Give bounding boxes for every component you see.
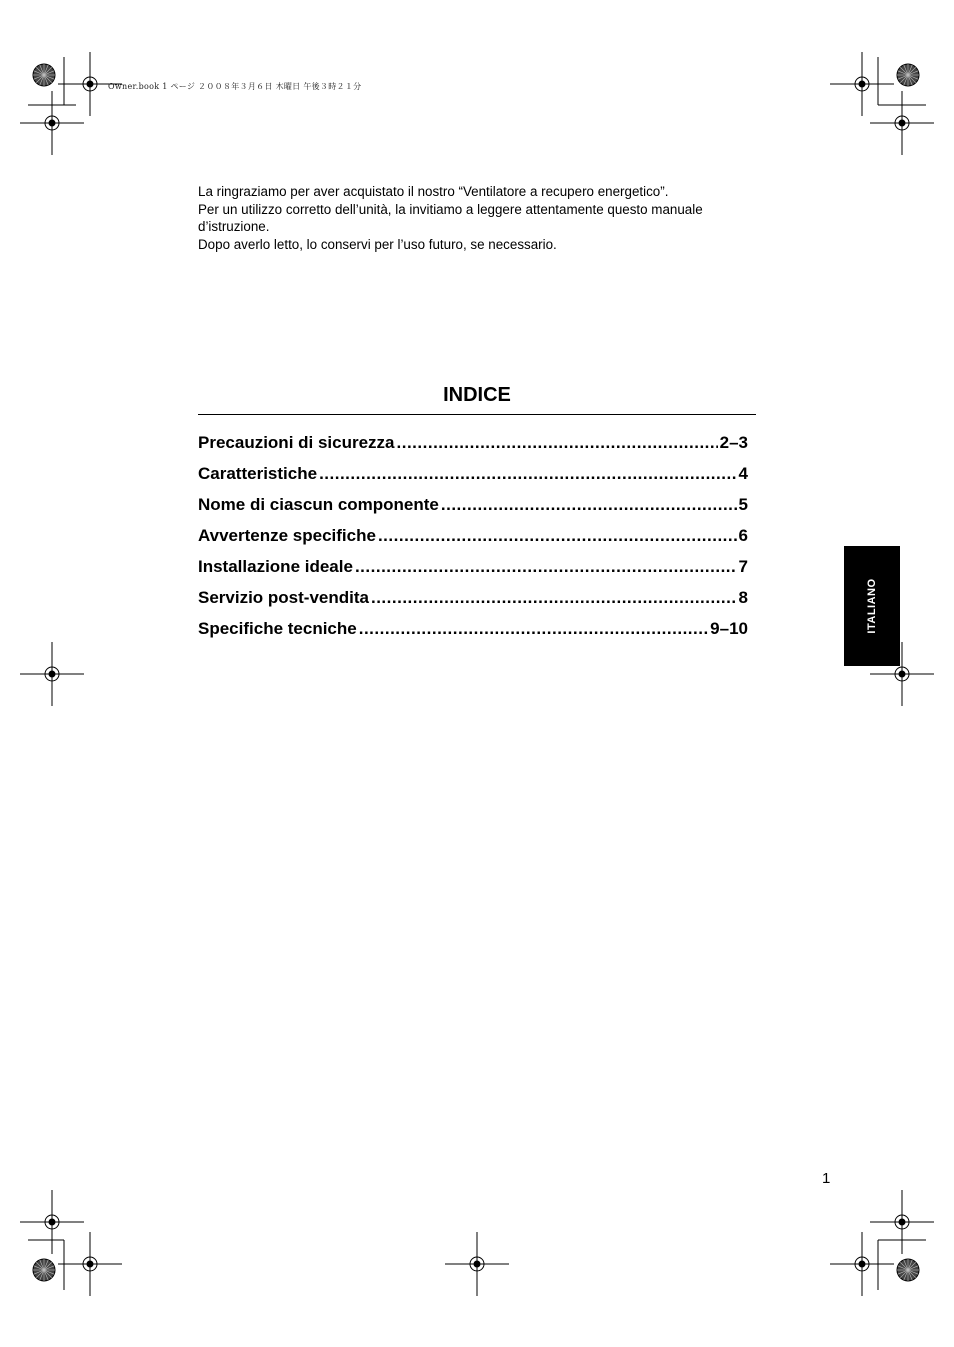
registration-target-dot <box>49 120 55 126</box>
language-label: ITALIANO <box>866 578 878 634</box>
language-side-tab <box>844 546 900 666</box>
registration-target-dot <box>87 81 93 87</box>
toc-title: INDICE <box>443 384 511 406</box>
registration-target-dot <box>49 671 55 677</box>
toc-divider <box>198 414 756 415</box>
toc-entry-label: Servizio post-vendita <box>198 588 369 607</box>
toc-entry-servizio[interactable] <box>198 588 748 619</box>
toc-leader-dots <box>397 433 718 453</box>
toc-entry-label: Installazione ideale <box>198 557 353 576</box>
toc-entry-page: 4 <box>738 464 748 483</box>
toc-entry-page: 6 <box>738 526 748 545</box>
table-of-contents <box>198 433 748 650</box>
toc-leader-dots <box>378 526 737 546</box>
intro-line-1: La ringraziamo per aver acquistato il nostro “Ventilatore a recupero energetico”. <box>198 184 669 199</box>
toc-entry-specifiche[interactable] <box>198 619 748 650</box>
intro-line-3: Dopo averlo letto, lo conservi per l’uso futuro, se necessario. <box>198 236 557 252</box>
toc-entry-label: Avvertenze specifiche <box>198 526 376 545</box>
registration-target-dot <box>87 1261 93 1267</box>
registration-target-dot <box>49 1219 55 1225</box>
toc-leader-dots <box>355 557 737 577</box>
toc-entry-label: Caratteristiche <box>198 464 318 483</box>
toc-entry-caratteristiche[interactable] <box>198 464 748 495</box>
toc-leader-dots <box>371 588 737 608</box>
toc-entry-label: Precauzioni di sicurezza <box>198 433 395 452</box>
toc-entry-page: 8 <box>738 588 748 607</box>
registration-target-dot <box>899 1219 905 1225</box>
file-meta-header: Owner.book 1 ページ ２００８年３月６日 木曜日 午後３時２１分 <box>108 82 362 91</box>
toc-entry-page: 2–3 <box>719 433 748 452</box>
toc-entry-label: Specifiche tecniche <box>198 619 357 638</box>
intro-line-2: Per un utilizzo corretto dell’unità, la invitiamo a leggere attentamente questo manuale d’istruzione. <box>198 201 703 235</box>
toc-entry-avvertenze[interactable] <box>198 526 748 557</box>
registration-target-dot <box>859 1261 865 1267</box>
toc-entry-page: 5 <box>738 495 748 514</box>
toc-entry-page: 7 <box>738 557 748 576</box>
toc-leader-dots <box>319 464 736 484</box>
toc-entry-installazione[interactable] <box>198 557 748 588</box>
intro-text <box>198 183 768 253</box>
toc-leader-dots <box>359 619 708 639</box>
registration-target-dot <box>899 120 905 126</box>
registration-target-dot <box>899 671 905 677</box>
registration-target-dot <box>859 81 865 87</box>
registration-target-dot <box>474 1261 480 1267</box>
toc-entry-label: Nome di ciascun componente <box>198 495 439 514</box>
toc-entry-nome-componente[interactable] <box>198 495 748 526</box>
toc-leader-dots <box>441 495 737 515</box>
toc-entry-page: 9–10 <box>710 619 748 638</box>
toc-entry-precauzioni[interactable] <box>198 433 748 464</box>
page-number: 1 <box>822 1170 831 1187</box>
